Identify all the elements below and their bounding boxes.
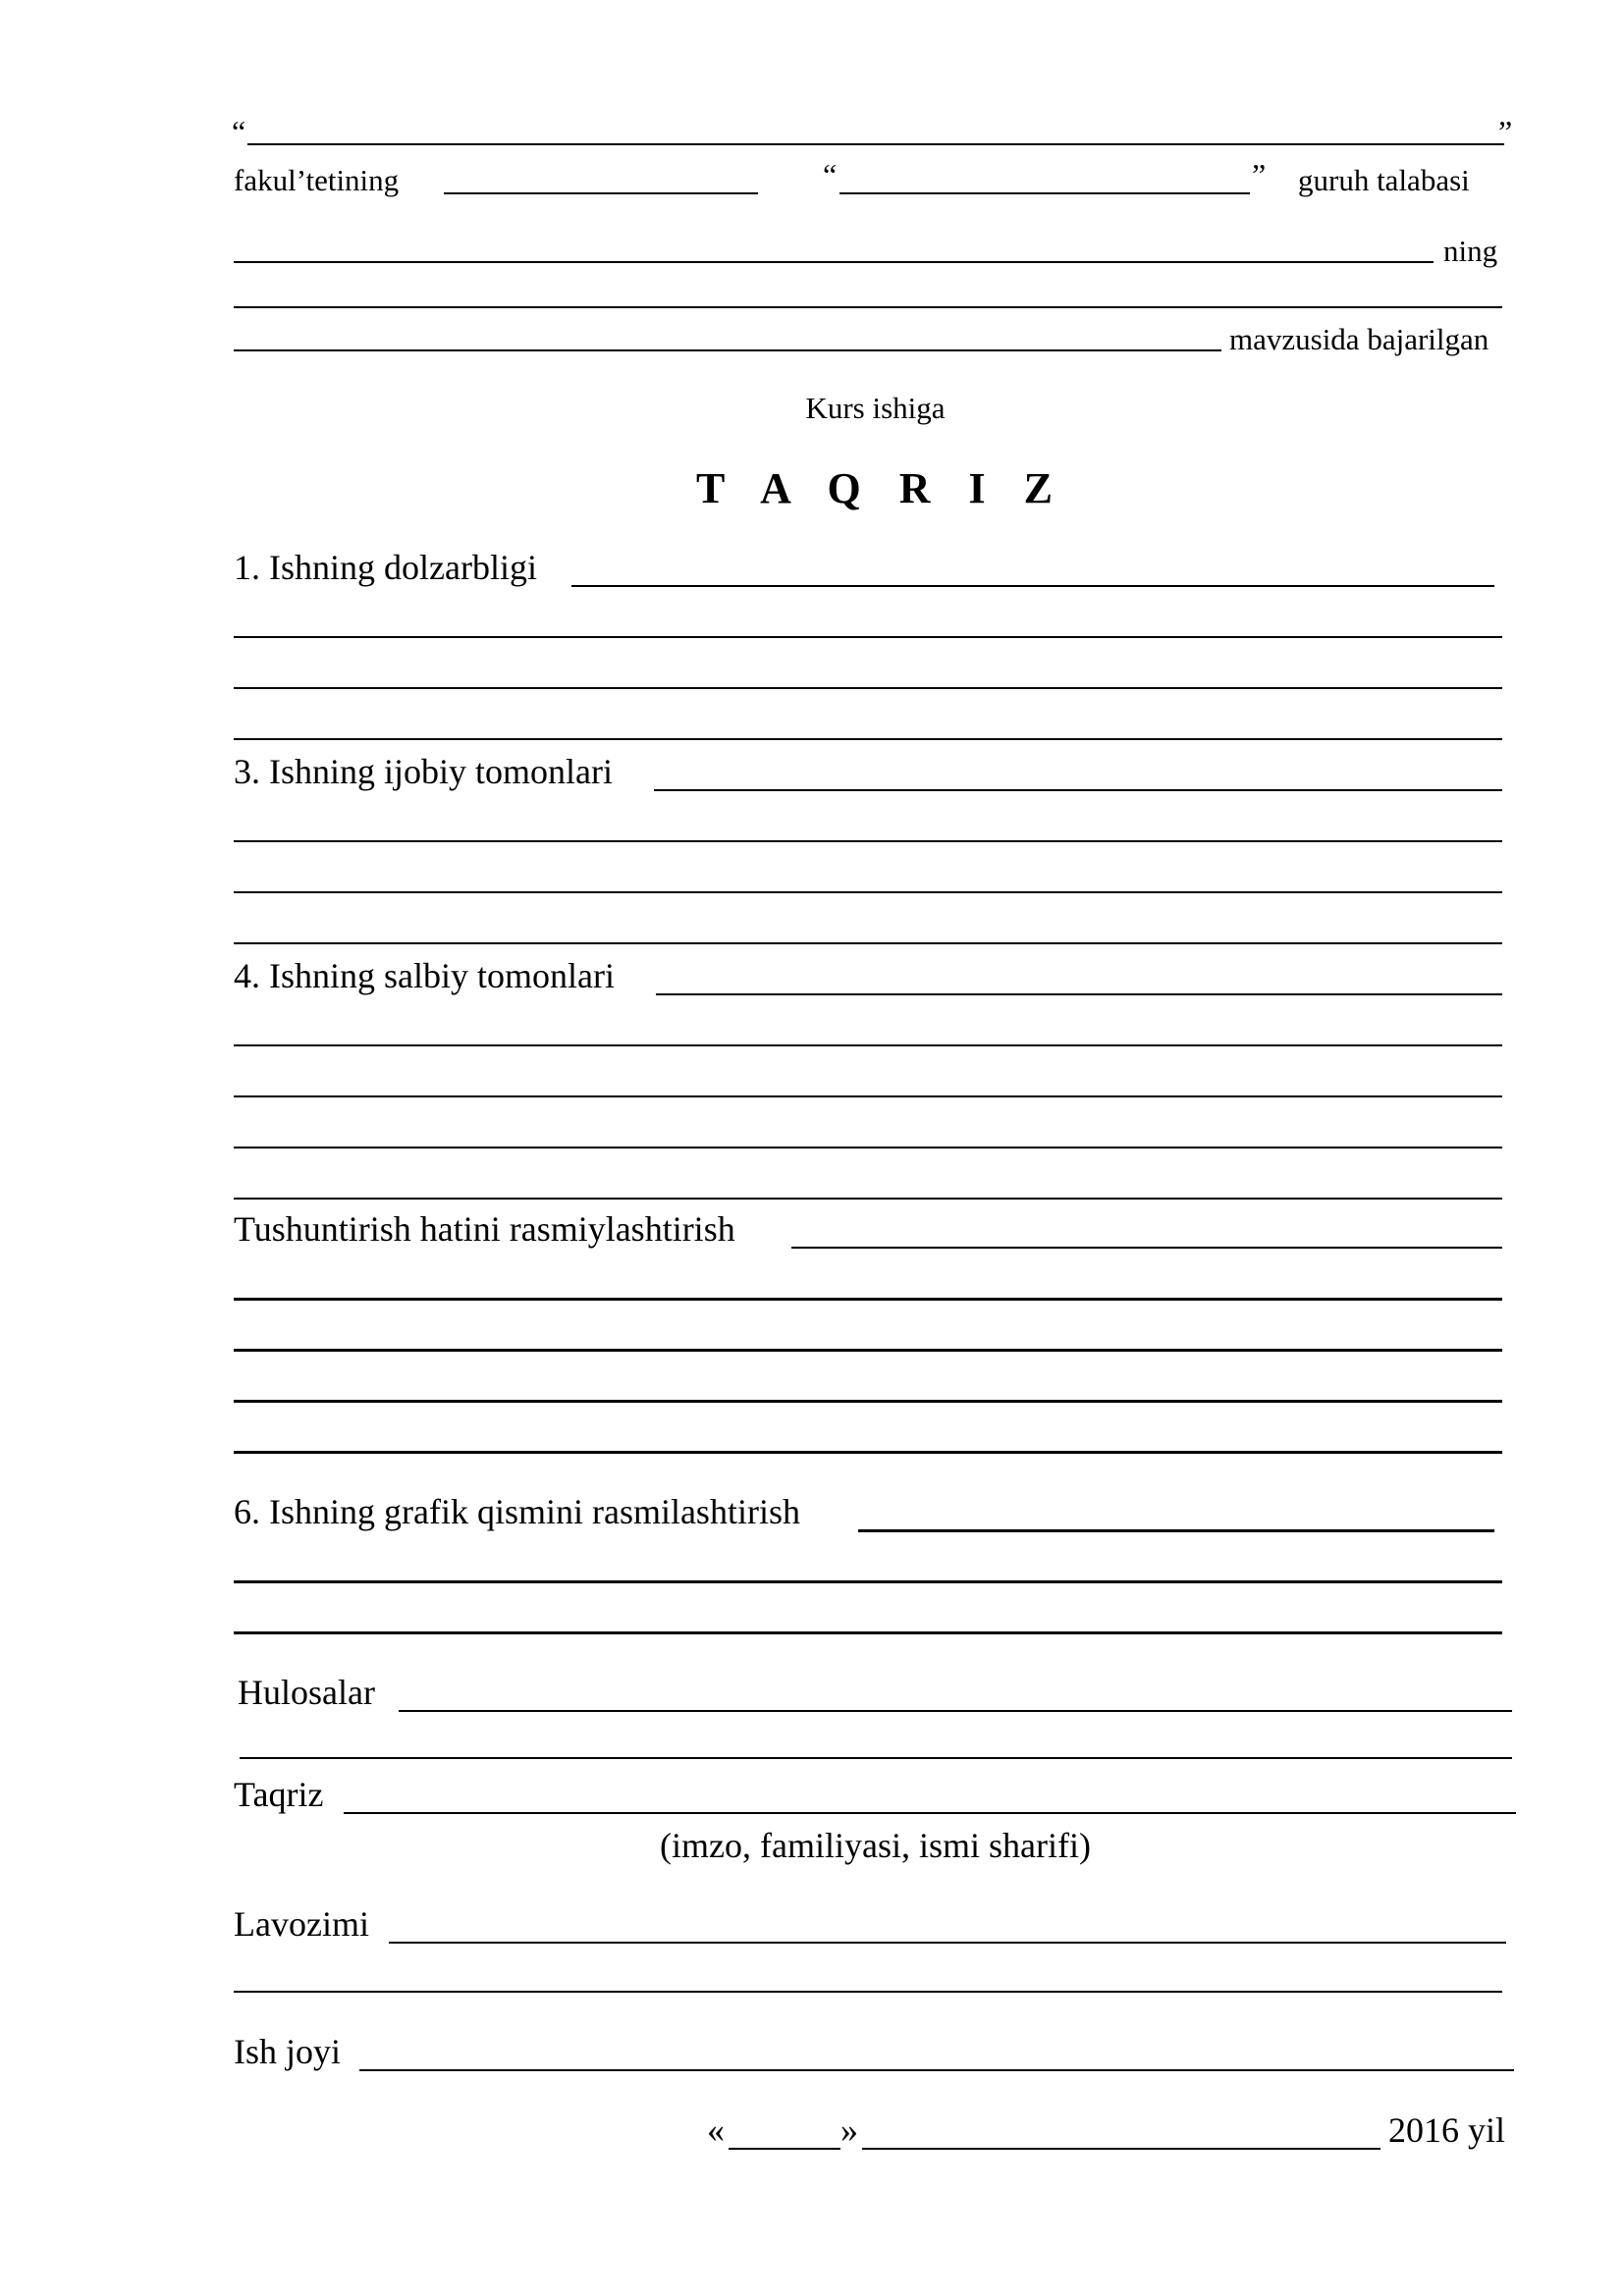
ning-label: ning [1443, 234, 1498, 268]
group-close-quote: ” [1252, 157, 1267, 192]
relevance-field-line-4[interactable] [234, 738, 1502, 740]
group-open-quote: “ [823, 157, 838, 192]
course-field[interactable] [444, 192, 758, 194]
close-quote: ” [1498, 114, 1513, 149]
negative-field-line-3[interactable] [234, 1095, 1502, 1097]
group-student-label: guruh talabasi [1298, 163, 1470, 197]
page-title: T A Q R I Z [696, 464, 1066, 512]
position-field-line-2[interactable] [234, 1991, 1502, 1993]
explanatory-field-line-4[interactable] [234, 1400, 1502, 1403]
positive-field-line-2[interactable] [234, 840, 1502, 842]
faculty-name-field[interactable] [247, 143, 1504, 145]
graphics-field-line-3[interactable] [234, 1631, 1502, 1634]
conclusions-label: Hulosalar [238, 1673, 375, 1712]
faculty-label: fakul’tetining [234, 163, 400, 197]
topic-field-line-1[interactable] [234, 306, 1502, 308]
open-quote: “ [232, 114, 246, 149]
date-left-guillemet: « [707, 2110, 725, 2150]
conclusions-field-line-2[interactable] [240, 1757, 1512, 1759]
position-label: Lavozimi [234, 1904, 369, 1944]
negative-field-line-1[interactable] [656, 993, 1502, 995]
positive-field-line-4[interactable] [234, 942, 1502, 944]
negative-field-line-2[interactable] [234, 1044, 1502, 1046]
positive-field-line-1[interactable] [654, 789, 1502, 791]
date-right-guillemet: » [840, 2110, 858, 2150]
workplace-label: Ish joyi [234, 2032, 342, 2071]
conclusions-field-line-1[interactable] [399, 1710, 1512, 1712]
relevance-field-line-3[interactable] [234, 687, 1502, 689]
graphics-field-line-1[interactable] [858, 1529, 1494, 1532]
positive-field-line-3[interactable] [234, 891, 1502, 893]
topic-label: mavzusida bajarilgan [1229, 322, 1489, 356]
reviewer-signature-field[interactable] [344, 1812, 1516, 1814]
negative-aspects-label: 4. Ishning salbiy tomonlari [234, 956, 615, 995]
negative-field-line-4[interactable] [234, 1147, 1502, 1148]
date-day-field[interactable] [729, 2148, 840, 2150]
graphics-label: 6. Ishning grafik qismini rasmilashtirish [234, 1492, 800, 1531]
relevance-label: 1. Ishning dolzarbligi [234, 548, 537, 587]
positive-aspects-label: 3. Ishning ijobiy tomonlari [234, 752, 613, 791]
graphics-field-line-2[interactable] [234, 1580, 1502, 1583]
position-field-line-1[interactable] [389, 1942, 1506, 1944]
reviewer-label: Taqriz [234, 1775, 324, 1814]
explanatory-field-line-3[interactable] [234, 1349, 1502, 1352]
explanatory-note-label: Tushuntirish hatini rasmiylashtirish [234, 1209, 735, 1249]
explanatory-field-line-2[interactable] [234, 1298, 1502, 1301]
subtitle: Kurs ishiga [805, 391, 946, 425]
relevance-field-line-1[interactable] [571, 585, 1494, 587]
workplace-field[interactable] [359, 2069, 1514, 2071]
explanatory-field-line-1[interactable] [791, 1247, 1502, 1249]
student-name-field[interactable] [234, 261, 1434, 263]
group-name-field[interactable] [839, 192, 1250, 194]
date-year: 2016 yil [1388, 2110, 1506, 2150]
explanatory-field-line-5[interactable] [234, 1451, 1502, 1454]
negative-field-line-5[interactable] [234, 1198, 1502, 1200]
topic-field-line-2[interactable] [234, 349, 1221, 351]
date-month-field[interactable] [862, 2148, 1380, 2150]
relevance-field-line-2[interactable] [234, 636, 1502, 638]
signature-hint: (imzo, familiyasi, ismi sharifi) [660, 1826, 1091, 1865]
